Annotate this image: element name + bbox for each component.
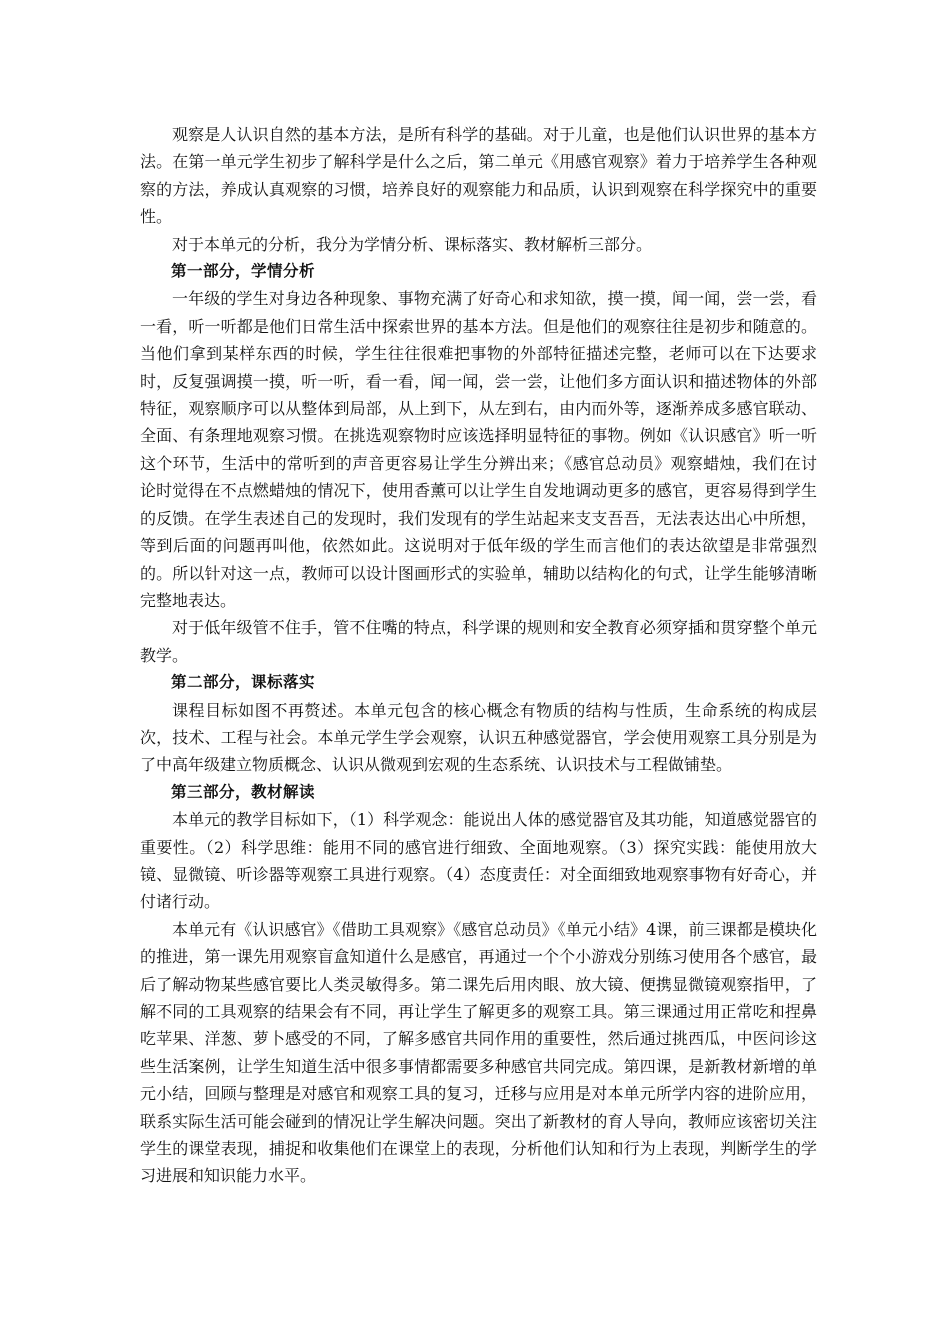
section2-paragraph-1: 课程目标如图不再赘述。本单元包含的核心概念有物质的结构与性质，生命系统的构成层次，技术、工程与社会。本单元学生学会观察，认识五种感觉器官，学会使用观察工具分别是为了中高年级建立物质概念、认识从微观到宏观的生态系统、认识技术与工程做铺垫。 (140, 700, 817, 775)
document-page (140, 121, 817, 1190)
overview-paragraph: 对于本单元的分析，我分为学情分析、课标落实、教材解析三部分。 (172, 234, 653, 254)
section2-heading: 第二部分，课标落实 (171, 673, 316, 692)
section1-paragraph-2: 对于低年级管不住手，管不住嘴的特点，科学课的规则和安全教育必须穿插和贯穿整个单元教学。 (140, 618, 817, 665)
section3-paragraph-1: 本单元的教学目标如下，（1）科学观念：能说出人体的感觉器官及其功能，知道感觉器官的重要性。（2）科学思维：能用不同的感官进行细致、全面地观察。（3）探究实践：能使用放大镜、显微镜、听诊器等观察工具进行观察。（4）态度责任：对全面细致地观察事物有好奇心，并付诸行动。 (140, 810, 817, 912)
intro-paragraph: 观察是人认识自然的基本方法，是所有科学的基础。对于儿童，也是他们认识世界的基本方法。在第一单元学生初步了解科学是什么之后，第二单元《用感官观察》着力于培养学生各种观察的方法，养成认真观察的习惯，培养良好的观察能力和品质，认识到观察在科学探究中的重要性。 (140, 125, 817, 227)
section3-heading: 第三部分，教材解读 (171, 782, 316, 801)
section1-heading: 第一部分，学情分析 (171, 262, 316, 281)
section3-paragraph-2: 本单元有《认识感官》《借助工具观察》《感官总动员》《单元小结》4课，前三课都是模块化的推进，第一课先用观察盲盒知道什么是感官，再通过一个个小游戏分别练习使用各个感官，最后了解动物某些感官要比人类灵敏得多。第二课先后用肉眼、放大镜、便携显微镜观察指甲，了解不同的工具观察的结果会有不同，再让学生了解更多的观察工具。第三课通过用正常吃和捏鼻吃苹果、洋葱、萝卜感受的不同，了解多感官共同作用的重要性，然后通过挑西瓜，中医问诊这些生活案例，让学生知道生活中很多事情都需要多种感官共同完成。第四课，是新教材新增的单元小结，回顾与整理是对感官和观察工具的复习，迁移与应用是对本单元所学内容的进阶应用，联系实际生活可能会碰到的情况让学生解决问题。突出了新教材的育人导向，教师应该密切关注学生的课堂表现，捕捉和收集他们在课堂上的表现，分析他们认知和行为上表现，判断学生的学习进展和知识能力水平。 (140, 919, 817, 1186)
section1-paragraph-1: 一年级的学生对身边各种现象、事物充满了好奇心和求知欲，摸一摸，闻一闻，尝一尝，看一看，听一听都是他们日常生活中探索世界的基本方法。但是他们的观察往往是初步和随意的。当他们拿到某样东西的时候，学生往往很难把事物的外部特征描述完整，老师可以在下达要求时，反复强调摸一摸，听一听，看一看，闻一闻，尝一尝，让他们多方面认识和描述物体的外部特征，观察顺序可以从整体到局部，从上到下，从左到右，由内而外等，逐渐养成多感官联动、全面、有条理地观察习惯。在挑选观察物时应该选择明显特征的事物。例如《认识感官》听一听这个环节，生活中的常听到的声音更容易让学生分辨出来；《感官总动员》观察蜡烛，我们在讨论时觉得在不点燃蜡烛的情况下，使用香薰可以让学生自发地调动更多的感官，更容易得到学生的反馈。在学生表述自己的发现时，我们发现有的学生站起来支支吾吾，无法表达出心中所想，等到后面的问题再叫他，依然如此。这说明对于低年级的学生而言他们的表达欲望是非常强烈的。所以针对这一点，教师可以设计图画形式的实验单，辅助以结构化的句式，让学生能够清晰完整地表达。 (140, 289, 817, 610)
